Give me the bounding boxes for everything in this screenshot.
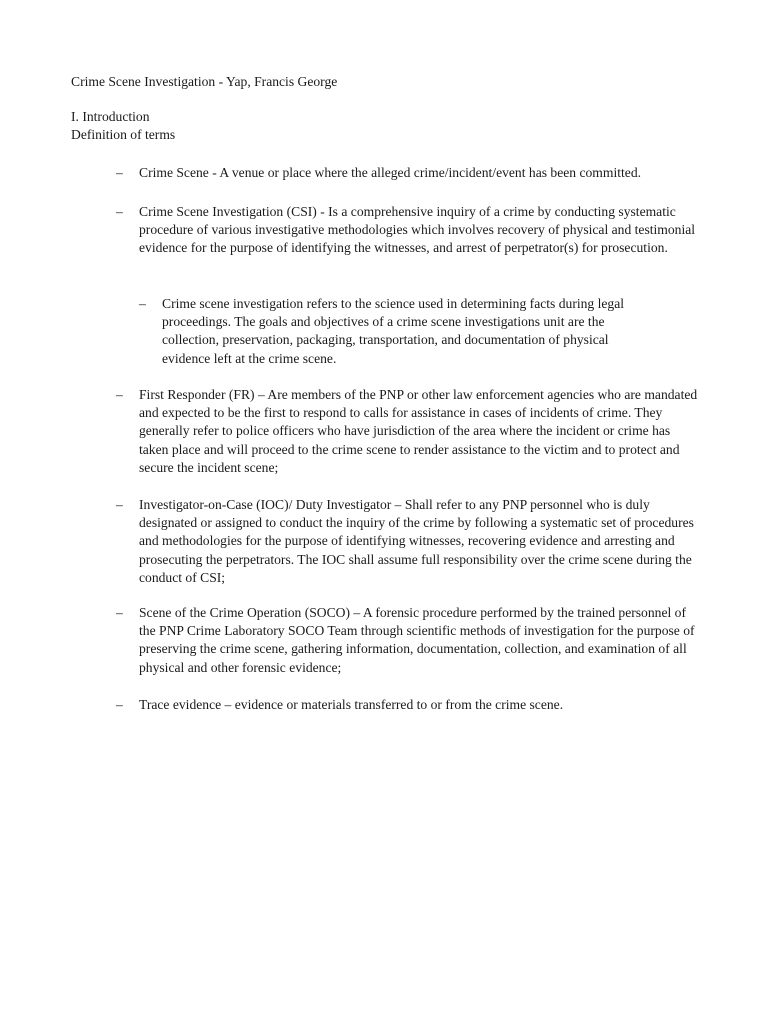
bullet-dash: – (116, 387, 123, 402)
section-heading: I. Introduction (71, 109, 150, 124)
sub-term-text: Crime scene investigation refers to the science used in determining facts during legal proceedings. The goals and objectives of a crime scene investigations unit are the collection, preservation, packaging, transportation, and documentation of physical evidence left at the crime scene. (162, 296, 625, 366)
document-title: Crime Scene Investigation - Yap, Francis George (71, 74, 338, 89)
bullet-dash: – (116, 165, 123, 180)
term-text: Crime Scene - A venue or place where the alleged crime/incident/event has been committed. (139, 165, 642, 180)
term-text: Scene of the Crime Operation (SOCO) – A forensic procedure performed by the trained personnel of the PNP Crime Laboratory SOCO Team through scientific methods of investigation for the purpose of preserving the crime scene, gathering information, documentation, collection, and examination of all physical and other forensic evidence; (139, 605, 695, 675)
term-text: Investigator-on-Case (IOC)/ Duty Investigator – Shall refer to any PNP personnel who is duly designated or assigned to conduct the inquiry of the crime by following a systematic set of procedures and methodologies for the purpose of identifying witnesses, recovering evidence and arresting and prosecuting the perpetrators. The IOC shall assume full responsibility over the crime scene during the conduct of CSI; (139, 497, 694, 585)
bullet-dash: – (116, 697, 123, 712)
bullet-dash: – (116, 605, 123, 620)
section-subheading: Definition of terms (71, 127, 176, 142)
bullet-dash: – (116, 204, 123, 219)
term-text: Crime Scene Investigation (CSI) - Is a comprehensive inquiry of a crime by conducting systematic procedure of various investigative methodologies which involves recovery of physical and testimonial evidence for the purpose of identifying the witnesses, and arrest of perpetrator(s) for prosecution. (139, 204, 696, 256)
bullet-dash: – (116, 497, 123, 512)
term-text: Trace evidence – evidence or materials transferred to or from the crime scene. (139, 697, 564, 712)
term-text: First Responder (FR) – Are members of the PNP or other law enforcement agencies who are mandated and expected to be the first to respond to calls for assistance in cases of incidents of crime. They generally refer to police officers who have jurisdiction of the area where the incident or crime has taken place and will proceed to the crime scene to render assistance to the victim and to protect and secure the incident scene; (139, 387, 698, 475)
bullet-dash: – (139, 296, 146, 311)
